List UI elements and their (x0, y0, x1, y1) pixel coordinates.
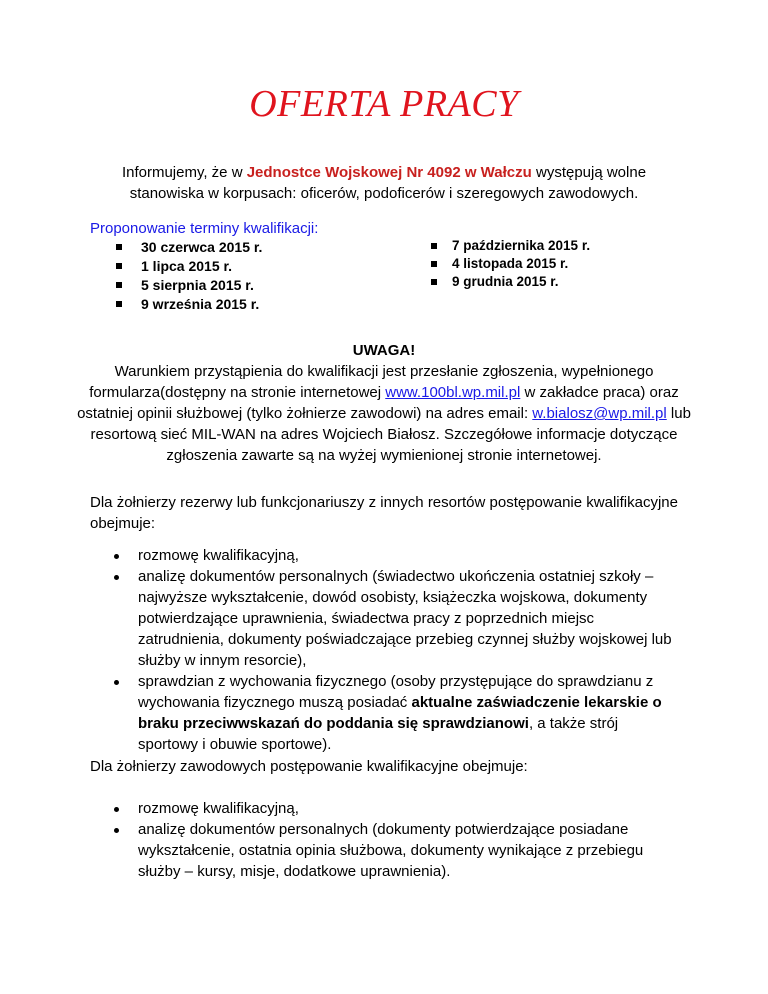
reserve-intro: Dla żołnierzy rezerwy lub funkcjonariuszy z innych resortów postępowanie kwalifikacyjne obejmuje: (90, 494, 678, 532)
list-item (90, 671, 678, 755)
intro-text-before: Informujemy, że w (121, 164, 247, 181)
list-item: analizę dokumentów personalnych (świadectwo ukończenia ostatniej szkoły – najwyższe wykształcenie, dowód osobisty, książeczka wojskowa, dokumenty potwierdzające uprawnienia, świadectwa pracy z poprzednich miejsc zatrudnienia, dokumenty poświadczające przebieg czynnej służby wojskowej lub służby w innym resorcie), (90, 566, 678, 671)
list-item: analizę dokumentów personalnych (dokumenty potwierdzające posiadane wykształcenie, ostatnia opinia służbowa, dokumenty wynikające z przebiegu służby – kursy, misje, dodatkowe uprawnienia). (90, 819, 678, 882)
date-item: 9 grudnia 2015 r. (427, 273, 590, 291)
date-item: 30 czerwca 2015 r. (112, 238, 262, 257)
notice-text-3: lub resortową sieć MIL-WAN na adres Wojciech Białosz. Szczegółowe informacje dotyczące zgłoszenia zawarte są na wyżej wymienionej stronie internetowej. (90, 405, 691, 464)
date-item: 9 września 2015 r. (112, 295, 262, 314)
terms-label: Proponowanie terminy kwalifikacji: (90, 220, 319, 237)
list-item: rozmowę kwalifikacyjną, (90, 545, 678, 566)
list-item: rozmowę kwalifikacyjną, (90, 798, 678, 819)
intro-text-after: występują wolne stanowiska w korpusach: oficerów, podoficerów i szeregowych zawodowych. (129, 164, 647, 202)
dates-list-left (112, 238, 262, 314)
intro-paragraph (90, 162, 678, 204)
date-item: 7 października 2015 r. (427, 237, 590, 255)
page-title: OFERTA PRACY (249, 83, 519, 125)
professional-list (90, 798, 678, 882)
item3-text-after: , a także strój sportowy i obuwie sportowe). (138, 715, 619, 753)
website-link[interactable]: www.100bl.wp.mil.pl (385, 384, 521, 401)
notice-block (60, 340, 708, 466)
notice-text-2: w zakładce praca) oraz ostatniej opinii służbowej (tylko żołnierze zawodowi) na adres email: (77, 384, 679, 422)
reserve-list (90, 545, 678, 755)
notice-body (60, 361, 708, 466)
medical-certificate-note: aktualne zaświadczenie lekarskie o braku przeciwwskazań do poddania się sprawdzianowi (138, 694, 662, 732)
notice-text-1: Warunkiem przystąpienia do kwalifikacji jest przesłanie zgłoszenia, wypełnionego formularza(dostępny na stronie internetowej (89, 363, 654, 401)
notice-heading: UWAGA! (352, 342, 416, 359)
date-item: 1 lipca 2015 r. (112, 257, 262, 276)
unit-name: Jednostce Wojskowej Nr 4092 w Wałczu (246, 164, 532, 181)
dates-list-right (427, 237, 590, 291)
date-item: 5 sierpnia 2015 r. (112, 276, 262, 295)
professional-intro: Dla żołnierzy zawodowych postępowanie kwalifikacyjne obejmuje: (90, 758, 528, 775)
item3-text-before: sprawdzian z wychowania fizycznego (osoby przystępujące do sprawdzianu z wychowania fizycznego muszą posiadać (138, 673, 654, 711)
email-link[interactable]: w.bialosz@wp.mil.pl (532, 405, 667, 422)
date-item: 4 listopada 2015 r. (427, 255, 590, 273)
